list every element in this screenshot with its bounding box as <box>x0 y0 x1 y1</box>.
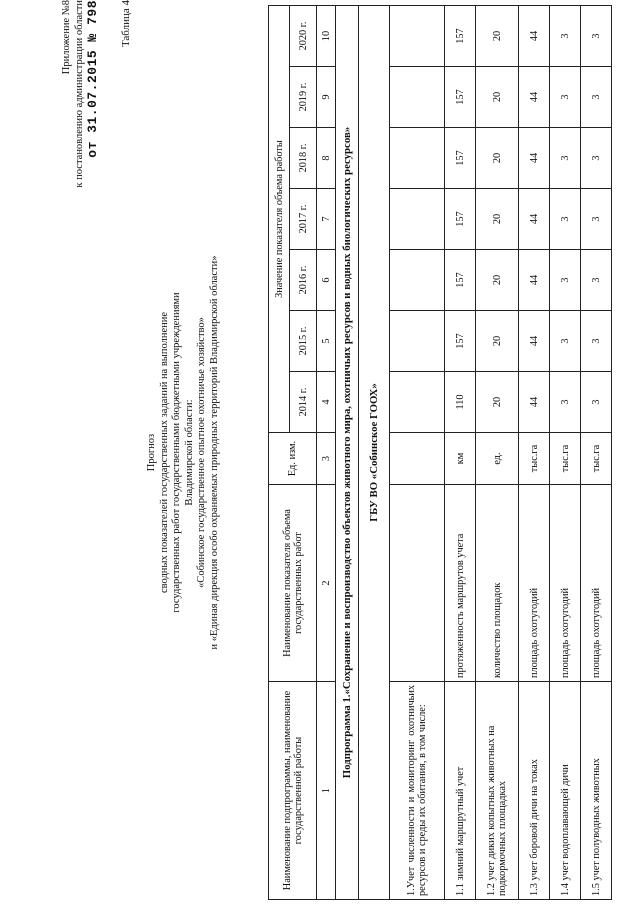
header-subprogram: Наименование подпрограммы, наименование государственной работы <box>269 682 317 900</box>
header-year: 2014 г. <box>290 372 317 433</box>
work-name: 1.4 учет водоплавающей дичи <box>550 682 581 900</box>
value-cell: 20 <box>476 128 519 189</box>
value-cell: 20 <box>476 311 519 372</box>
appendix-line-1: Приложение №8 <box>61 0 72 75</box>
value-cell: 3 <box>550 6 581 67</box>
header-year: 2019 г. <box>290 67 317 128</box>
work-name: 1.1 зимний маршрутный учет <box>445 682 476 900</box>
value-cell: 44 <box>519 189 550 250</box>
value-cell: 157 <box>445 311 476 372</box>
unit-cell: ед. <box>476 433 519 485</box>
table-row <box>519 6 550 900</box>
header-year: 2017 г. <box>290 189 317 250</box>
value-cell: 3 <box>550 372 581 433</box>
value-cell: 3 <box>581 128 612 189</box>
indicator-name: площадь охотугодий <box>581 485 612 682</box>
value-cell <box>390 67 445 128</box>
indicator-name <box>390 485 445 682</box>
value-cell <box>390 128 445 189</box>
forecast-table <box>268 5 612 900</box>
table-number: Таблица 4 <box>120 0 132 48</box>
unit-cell: тыс.га <box>519 433 550 485</box>
value-cell <box>390 6 445 67</box>
title-line-2: сводных показателей государственных заданий на выполнение <box>158 311 170 594</box>
column-number: 7 <box>317 189 336 250</box>
value-cell: 157 <box>445 128 476 189</box>
subprogram-row <box>336 6 359 900</box>
appendix-date: от 31.07.2015 № 798 <box>85 0 100 158</box>
organization-name: ГБУ ВО «Собинское ГООХ» <box>359 6 390 900</box>
indicator-name: площадь охотугодий <box>550 485 581 682</box>
column-number: 3 <box>317 433 336 485</box>
value-cell: 3 <box>581 372 612 433</box>
title-line-5: «Собинское государственное опытное охотничье хозяйство» <box>196 317 208 588</box>
value-cell: 44 <box>519 311 550 372</box>
value-cell: 20 <box>476 250 519 311</box>
value-cell: 20 <box>476 372 519 433</box>
value-cell: 3 <box>550 189 581 250</box>
unit-cell: тыс.га <box>581 433 612 485</box>
value-cell: 44 <box>519 250 550 311</box>
column-number: 4 <box>317 372 336 433</box>
indicator-name: площадь охотугодий <box>519 485 550 682</box>
header-unit: Ед. изм. <box>269 433 317 485</box>
value-cell <box>390 372 445 433</box>
value-cell: 3 <box>581 250 612 311</box>
organization-row <box>359 6 390 900</box>
title-line-6: и «Единая дирекция особо охраняемых природных территорий Владимирской области» <box>208 255 220 650</box>
value-cell: 3 <box>581 311 612 372</box>
value-cell <box>390 250 445 311</box>
document-title <box>146 180 222 725</box>
column-numbers-row <box>317 6 336 900</box>
subprogram-title: Подпрограмма 1.«Сохранение и воспроизводство объектов животного мира, охотничьих ресурсов и водных биологических ресурсов» <box>336 6 359 900</box>
title-line-4: Владимирской области: <box>183 399 195 506</box>
value-cell: 3 <box>581 6 612 67</box>
value-cell: 44 <box>519 67 550 128</box>
column-number: 9 <box>317 67 336 128</box>
column-number: 5 <box>317 311 336 372</box>
column-number: 2 <box>317 485 336 682</box>
value-cell: 157 <box>445 67 476 128</box>
header-year: 2018 г. <box>290 128 317 189</box>
title-line-1: Прогноз <box>146 433 157 472</box>
value-cell: 3 <box>550 128 581 189</box>
unit-cell <box>390 433 445 485</box>
value-cell: 20 <box>476 67 519 128</box>
column-number: 6 <box>317 250 336 311</box>
header-year: 2020 г. <box>290 6 317 67</box>
header-year: 2016 г. <box>290 250 317 311</box>
appendix-line-2: к постановлению администрации области <box>74 0 85 188</box>
value-cell: 157 <box>445 6 476 67</box>
value-cell: 3 <box>550 67 581 128</box>
header-values-group: Значение показателя объема работы <box>269 6 290 433</box>
unit-cell: км <box>445 433 476 485</box>
table-row <box>581 6 612 900</box>
column-number: 10 <box>317 6 336 67</box>
table-row <box>390 6 445 900</box>
table-row <box>445 6 476 900</box>
header-year: 2015 г. <box>290 311 317 372</box>
value-cell: 20 <box>476 6 519 67</box>
value-cell: 44 <box>519 6 550 67</box>
value-cell: 110 <box>445 372 476 433</box>
work-name: 1.Учет численности и мониторинг охотничьих ресурсов и среды их обитания, в том числе: <box>390 682 445 900</box>
work-name: 1.3 учет боровой дичи на токах <box>519 682 550 900</box>
table-row <box>476 6 519 900</box>
value-cell <box>390 311 445 372</box>
value-cell <box>390 189 445 250</box>
value-cell: 3 <box>581 67 612 128</box>
value-cell: 20 <box>476 189 519 250</box>
table-row <box>550 6 581 900</box>
indicator-name: протяженность маршрутов учета <box>445 485 476 682</box>
work-name: 1.2 учет диких копытных животных на подкормочных площадках <box>476 682 519 900</box>
indicator-name: количество площадок <box>476 485 519 682</box>
title-line-3: государственных работ государственными бюджетными учреждениями <box>171 292 183 613</box>
value-cell: 3 <box>581 189 612 250</box>
value-cell: 3 <box>550 250 581 311</box>
column-number: 8 <box>317 128 336 189</box>
value-cell: 44 <box>519 128 550 189</box>
appendix-note <box>60 0 99 250</box>
value-cell: 157 <box>445 189 476 250</box>
value-cell: 3 <box>550 311 581 372</box>
header-indicator: Наименование показателя объема государственных работ <box>269 485 317 682</box>
value-cell: 157 <box>445 250 476 311</box>
value-cell: 44 <box>519 372 550 433</box>
unit-cell: тыс.га <box>550 433 581 485</box>
column-number: 1 <box>317 682 336 900</box>
work-name: 1.5 учет полуводных животных <box>581 682 612 900</box>
